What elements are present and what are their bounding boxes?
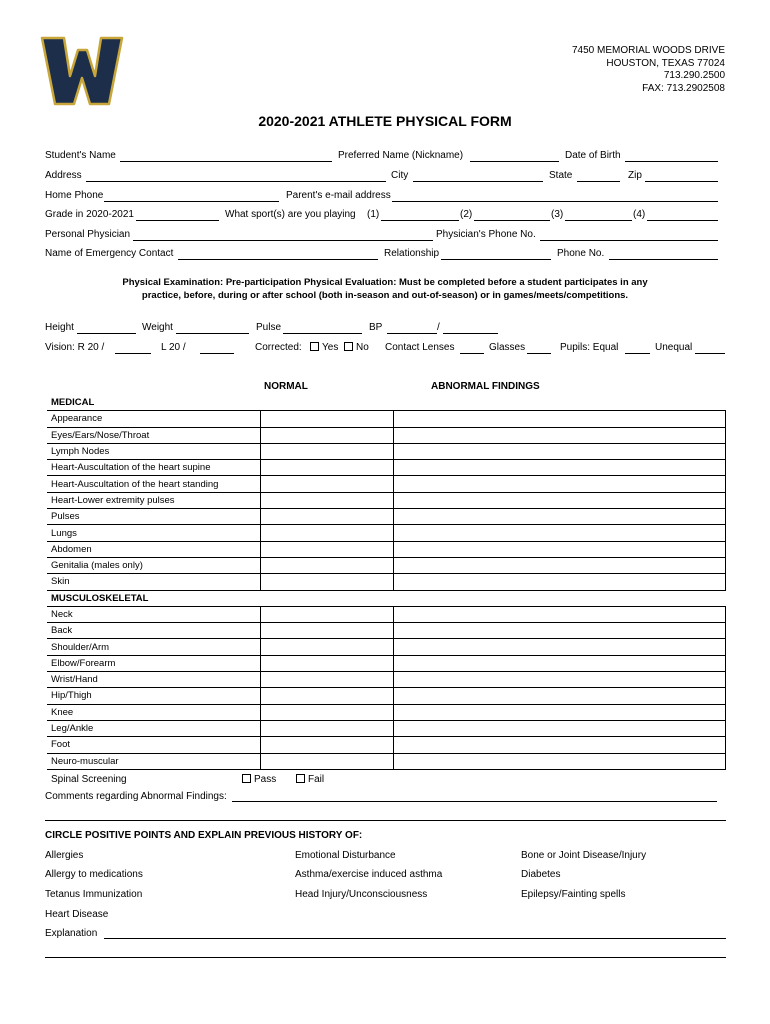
normal-cell[interactable]	[261, 557, 394, 573]
sport4-field[interactable]	[647, 220, 718, 221]
history-item[interactable]: Heart Disease	[45, 909, 109, 920]
exam-item-label: Lungs	[47, 525, 261, 541]
spinal-fail-checkbox[interactable]	[296, 774, 324, 785]
pupils-equal-field[interactable]	[625, 353, 650, 354]
corrected-label: Corrected:	[255, 342, 302, 353]
abnormal-cell[interactable]	[394, 623, 726, 639]
abnormal-cell[interactable]	[394, 753, 726, 769]
phone-no-field[interactable]	[609, 259, 718, 260]
comments-label: Comments regarding Abnormal Findings:	[45, 791, 227, 802]
history-item[interactable]: Allergies	[45, 850, 84, 861]
abnormal-cell[interactable]	[394, 476, 726, 492]
abnormal-cell[interactable]	[394, 720, 726, 736]
checkbox-icon	[310, 342, 319, 351]
table-row	[47, 525, 726, 541]
state-label: State	[549, 170, 573, 181]
normal-cell[interactable]	[261, 427, 394, 443]
normal-cell[interactable]	[261, 460, 394, 476]
exam-item-label: Knee	[47, 704, 261, 720]
pupils-label: Pupils: Equal	[560, 342, 619, 353]
normal-cell[interactable]	[261, 492, 394, 508]
abnormal-cell	[394, 590, 726, 606]
section-header-row	[47, 590, 726, 606]
emergency-field[interactable]	[178, 259, 378, 260]
exam-note	[60, 277, 710, 302]
weight-label: Weight	[142, 322, 173, 333]
page-title: 2020-2021 ATHLETE PHYSICAL FORM	[258, 113, 512, 129]
normal-cell	[261, 590, 394, 606]
exam-item-label: Neck	[47, 606, 261, 622]
sport1-label: (1)	[367, 209, 380, 220]
exam-item-label: Heart-Lower extremity pulses	[47, 492, 261, 508]
abnormal-cell[interactable]	[394, 574, 726, 590]
normal-cell[interactable]	[261, 606, 394, 622]
address-line2: HOUSTON, TEXAS 77024	[606, 57, 725, 69]
section-header: MEDICAL	[47, 395, 261, 411]
zip-field[interactable]	[645, 181, 718, 182]
table-row	[47, 655, 726, 671]
exam-item-label: Elbow/Forearm	[47, 655, 261, 671]
table-row	[47, 460, 726, 476]
normal-cell[interactable]	[261, 411, 394, 427]
address-label: Address	[45, 170, 82, 181]
normal-cell[interactable]	[261, 655, 394, 671]
sports-label: What sport(s) are you playing	[225, 209, 356, 220]
history-item[interactable]: Emotional Disturbance	[295, 850, 396, 861]
table-row	[47, 427, 726, 443]
home-phone-field[interactable]	[104, 201, 279, 202]
sport4-label: (4)	[633, 209, 646, 220]
history-item[interactable]: Head Injury/Unconsciousness	[295, 889, 428, 900]
checkbox-icon	[344, 342, 353, 351]
exam-item-label: Foot	[47, 737, 261, 753]
exam-item-label: Leg/Ankle	[47, 720, 261, 736]
normal-cell[interactable]	[261, 525, 394, 541]
city-label: City	[391, 170, 409, 181]
exam-item-label: Skin	[47, 574, 261, 590]
history-heading: CIRCLE POSITIVE POINTS AND EXPLAIN PREVIOUS HISTORY OF:	[45, 830, 363, 841]
state-field[interactable]	[577, 181, 620, 182]
abnormal-column-header: ABNORMAL FINDINGS	[431, 381, 540, 392]
table-row	[47, 557, 726, 573]
exam-item-label: Wrist/Hand	[47, 672, 261, 688]
abnormal-cell[interactable]	[394, 492, 726, 508]
checkbox-icon	[242, 774, 251, 783]
exam-item-label: Shoulder/Arm	[47, 639, 261, 655]
relationship-label: Relationship	[384, 248, 440, 259]
history-item[interactable]: Allergy to medications	[45, 869, 143, 880]
no-label: No	[356, 342, 369, 353]
history-item[interactable]: Asthma/exercise induced asthma	[295, 869, 443, 880]
exam-item-label: Appearance	[47, 411, 261, 427]
table-row	[47, 623, 726, 639]
yes-label: Yes	[322, 342, 339, 353]
exam-table	[47, 395, 726, 770]
explanation-field-line2[interactable]	[45, 957, 726, 958]
city-field[interactable]	[413, 181, 543, 182]
table-row	[47, 737, 726, 753]
explanation-field[interactable]	[104, 938, 726, 939]
table-row	[47, 492, 726, 508]
student-name-field[interactable]	[120, 161, 332, 162]
vision-right-field[interactable]	[115, 353, 151, 354]
sport3-field[interactable]	[565, 220, 632, 221]
normal-cell[interactable]	[261, 639, 394, 655]
pulse-label: Pulse	[256, 322, 282, 333]
exam-item-label: Lymph Nodes	[47, 443, 261, 459]
student-name-label: Student's Name	[45, 150, 116, 161]
physician-phone-field[interactable]	[540, 240, 718, 241]
abnormal-cell[interactable]	[394, 639, 726, 655]
address-field[interactable]	[86, 181, 386, 182]
normal-cell[interactable]	[261, 704, 394, 720]
dob-label: Date of Birth	[565, 150, 621, 161]
fail-label: Fail	[308, 774, 325, 785]
exam-item-label: Hip/Thigh	[47, 688, 261, 704]
table-row	[47, 639, 726, 655]
contact-lenses-field[interactable]	[460, 353, 484, 354]
physician-phone-label: Physician's Phone No.	[436, 229, 536, 240]
phone-no-label: Phone No.	[557, 248, 605, 259]
comments-field[interactable]	[232, 801, 717, 802]
abnormal-cell[interactable]	[394, 541, 726, 557]
vision-right-label: Vision: R 20 /	[45, 342, 105, 353]
glasses-label: Glasses	[489, 342, 526, 353]
sport3-label: (3)	[551, 209, 564, 220]
vision-left-field[interactable]	[200, 353, 234, 354]
school-logo-icon	[40, 36, 124, 106]
abnormal-cell[interactable]	[394, 704, 726, 720]
pupils-unequal-field[interactable]	[695, 353, 725, 354]
table-row	[47, 574, 726, 590]
bp-label: BP	[369, 322, 383, 333]
table-row	[47, 753, 726, 769]
zip-label: Zip	[628, 170, 642, 181]
bp-diastolic-field[interactable]	[443, 333, 498, 334]
exam-item-label: Neuro-muscular	[47, 753, 261, 769]
history-item[interactable]: Tetanus Immunization	[45, 889, 143, 900]
table-row	[47, 688, 726, 704]
bp-slash: /	[437, 322, 440, 333]
height-field[interactable]	[77, 333, 136, 334]
table-row	[47, 606, 726, 622]
bp-systolic-field[interactable]	[387, 333, 437, 334]
normal-cell[interactable]	[261, 623, 394, 639]
table-row	[47, 509, 726, 525]
table-row	[47, 411, 726, 427]
normal-cell[interactable]	[261, 753, 394, 769]
home-phone-label: Home Phone	[45, 190, 104, 201]
height-label: Height	[45, 322, 74, 333]
abnormal-cell[interactable]	[394, 411, 726, 427]
table-row	[47, 476, 726, 492]
vision-left-label: L 20 /	[161, 342, 186, 353]
preferred-name-label: Preferred Name (Nickname)	[338, 150, 464, 161]
abnormal-cell	[394, 395, 726, 411]
normal-cell[interactable]	[261, 574, 394, 590]
abnormal-cell[interactable]	[394, 509, 726, 525]
section-header: MUSCULOSKELETAL	[47, 590, 261, 606]
exam-item-label: Abdomen	[47, 541, 261, 557]
exam-item-label: Heart-Auscultation of the heart standing	[47, 476, 261, 492]
abnormal-cell[interactable]	[394, 443, 726, 459]
section-header-row	[47, 395, 726, 411]
pulse-field[interactable]	[283, 333, 362, 334]
unequal-label: Unequal	[655, 342, 693, 353]
parent-email-field[interactable]	[392, 201, 718, 202]
corrected-yes-checkbox[interactable]	[310, 342, 338, 353]
normal-column-header: NORMAL	[264, 381, 308, 392]
normal-cell[interactable]	[261, 509, 394, 525]
normal-cell[interactable]	[261, 688, 394, 704]
abnormal-cell[interactable]	[394, 655, 726, 671]
grade-label: Grade in 2020-2021	[45, 209, 134, 220]
table-row	[47, 541, 726, 557]
school-fax: FAX: 713.2902508	[642, 82, 725, 94]
normal-cell[interactable]	[261, 443, 394, 459]
pass-label: Pass	[254, 774, 277, 785]
abnormal-cell[interactable]	[394, 427, 726, 443]
normal-cell[interactable]	[261, 476, 394, 492]
table-row	[47, 720, 726, 736]
explanation-label: Explanation	[45, 928, 98, 939]
address-line1: 7450 MEMORIAL WOODS DRIVE	[572, 45, 725, 56]
exam-item-label: Pulses	[47, 509, 261, 525]
contact-lenses-label: Contact Lenses	[385, 342, 455, 353]
exam-note-line2: practice, before, during or after school (both in-season and out-of-season) or in games/meets/competitions.	[141, 289, 629, 301]
comments-field-line2[interactable]	[45, 820, 726, 821]
table-row	[47, 672, 726, 688]
normal-cell[interactable]	[261, 541, 394, 557]
emergency-label: Name of Emergency Contact	[45, 248, 174, 259]
school-address	[572, 45, 725, 95]
parent-email-label: Parent's e-mail address	[286, 190, 391, 201]
history-item[interactable]: Bone or Joint Disease/Injury	[521, 850, 647, 861]
sport1-field[interactable]	[381, 220, 459, 221]
relationship-field[interactable]	[441, 259, 551, 260]
normal-cell[interactable]	[261, 737, 394, 753]
history-item[interactable]: Diabetes	[521, 869, 561, 880]
abnormal-cell[interactable]	[394, 525, 726, 541]
weight-field[interactable]	[176, 333, 249, 334]
physician-label: Personal Physician	[45, 229, 131, 240]
exam-item-label: Eyes/Ears/Nose/Throat	[47, 427, 261, 443]
abnormal-cell[interactable]	[394, 688, 726, 704]
exam-item-label: Heart-Auscultation of the heart supine	[47, 460, 261, 476]
abnormal-cell[interactable]	[394, 672, 726, 688]
abnormal-cell[interactable]	[394, 606, 726, 622]
sport2-label: (2)	[460, 209, 473, 220]
grade-field[interactable]	[136, 220, 219, 221]
abnormal-cell[interactable]	[394, 460, 726, 476]
table-row	[47, 443, 726, 459]
exam-item-label: Back	[47, 623, 261, 639]
dob-field[interactable]	[625, 161, 718, 162]
exam-note-line1: Physical Examination: Pre-participation Physical Evaluation: Must be completed before a student participates in any	[122, 277, 648, 288]
abnormal-cell[interactable]	[394, 557, 726, 573]
spinal-screening-label: Spinal Screening	[51, 774, 127, 785]
school-phone: 713.290.2500	[663, 70, 725, 81]
spinal-pass-checkbox[interactable]	[242, 774, 276, 785]
preferred-name-field[interactable]	[470, 161, 559, 162]
history-item[interactable]: Epilepsy/Fainting spells	[521, 889, 626, 900]
abnormal-cell[interactable]	[394, 737, 726, 753]
corrected-no-checkbox[interactable]	[344, 342, 369, 353]
normal-cell	[261, 395, 394, 411]
sport2-field[interactable]	[474, 220, 550, 221]
normal-cell[interactable]	[261, 672, 394, 688]
normal-cell[interactable]	[261, 720, 394, 736]
exam-item-label: Genitalia (males only)	[47, 557, 261, 573]
checkbox-icon	[296, 774, 305, 783]
glasses-field[interactable]	[527, 353, 551, 354]
table-row	[47, 704, 726, 720]
physician-field[interactable]	[133, 240, 433, 241]
